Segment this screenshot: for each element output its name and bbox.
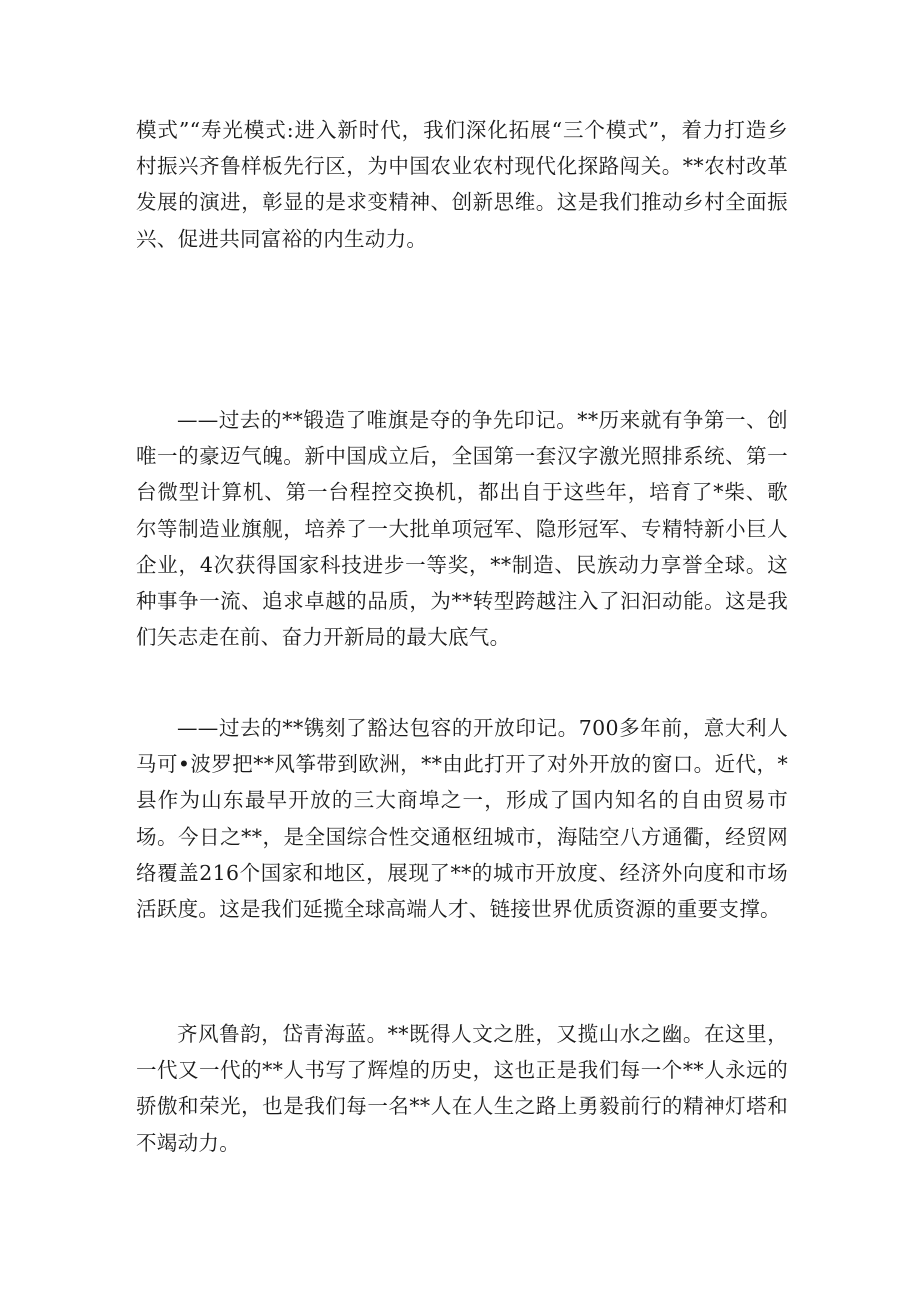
paragraph-closing: 齐风鲁韵，岱青海蓝。**既得人文之胜，又揽山水之幽。在这里，一代又一代的**人书写了辉煌的历史，这也正是我们每一个**人永远的骄傲和荣光，也是我们每一名**人在人生之路上勇毅前行的精神灯塔和不竭动力。 <box>136 1022 788 1155</box>
paragraph-openness: ——过去的**镌刻了豁达包容的开放印记。700多年前，意大利人马可•波罗把**风筝带到欧洲，**由此打开了对外开放的窗口。近代，*县作为山东最早开放的三大商埠之一，形成了国内知名的自由贸易市场。今日之**，是全国综合性交通枢纽城市，海陆空八方通衢，经贸网络覆盖216个国家和地区，展现了**的城市开放度、经济外向度和市场活跃度。这是我们延揽全球高端人才、链接世界优质资源的重要支撑。 <box>136 716 788 922</box>
paragraph-striving-first: ——过去的**锻造了唯旗是夺的争先印记。**历来就有争第一、创唯一的豪迈气魄。新中国成立后，全国第一套汉字激光照排系统、第一台微型计算机、第一台程控交换机，都出自于这些年，培育了*柴、歌尔等制造业旗舰，培养了一大批单项冠军、隐形冠军、专精特新小巨人企业，4次获得国家科技进步一等奖，**制造、民族动力享誉全球。这种事争一流、追求卓越的品质，为**转型跨越注入了汩汩动能。这是我们矢志走在前、奋力开新局的最大底气。 <box>136 408 788 650</box>
paragraph-rural-reform: 模式”“寿光模式:进入新时代，我们深化拓展“三个模式”，着力打造乡村振兴齐鲁样板先行区，为中国农业农村现代化探路闯关。**农村改革发展的演进，彰显的是求变精神、创新思维。这是我们推动乡村全面振兴、促进共同富裕的内生动力。 <box>136 118 788 251</box>
